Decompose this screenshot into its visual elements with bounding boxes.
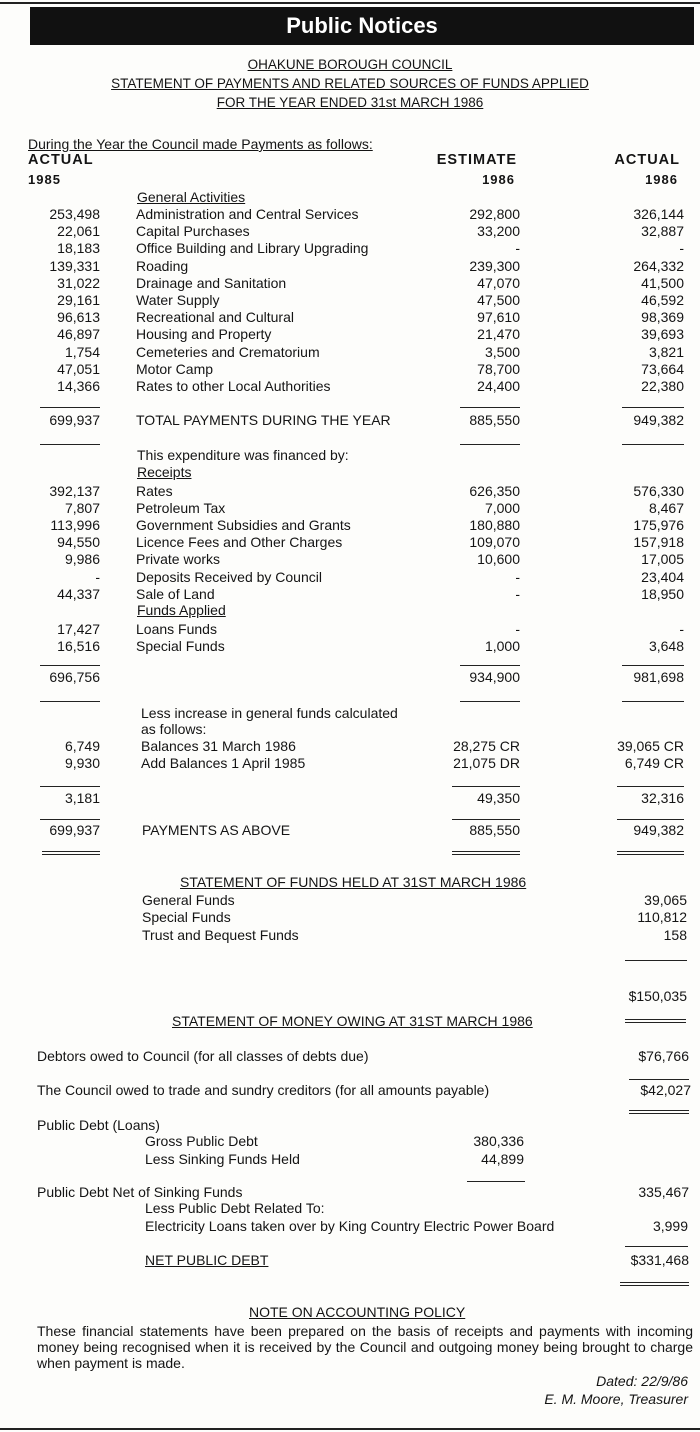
actual-1985-value: 3,181: [64, 790, 100, 806]
estimate-1986-value: -: [515, 568, 520, 585]
rule-line: [617, 854, 684, 855]
financed-by-text: This expenditure was financed by:: [137, 447, 349, 463]
row-label: Petroleum Tax: [136, 500, 226, 517]
row-label: Private works: [136, 551, 221, 568]
rule-line: [40, 665, 100, 666]
statement-title-line: OHAKUNE BOROUGH COUNCIL: [247, 57, 453, 72]
electricity-loans-value: 3,999: [652, 1218, 688, 1234]
funds-held-title: STATEMENT OF FUNDS HELD AT 31ST MARCH 1986: [180, 874, 527, 890]
row-label: PAYMENTS AS ABOVE: [142, 822, 291, 838]
actual-1986-value: 576,330: [633, 483, 684, 499]
row-label: Capital Purchases: [136, 223, 250, 240]
row-label: Government Subsidies and Grants: [136, 517, 351, 534]
less-related-label: Less Public Debt Related To:: [145, 1200, 325, 1216]
estimate-1986-value: 28,275 CR: [453, 738, 520, 754]
actual-1985-value: 22,061: [57, 223, 100, 240]
row-label: Drainage and Sanitation: [136, 274, 287, 291]
actual-1986-value: -: [679, 621, 684, 637]
rule-line: [460, 407, 520, 408]
rule-line: [617, 819, 684, 820]
row-label: Cemeteries and Crematorium: [136, 343, 320, 360]
money-owing-title: STATEMENT OF MONEY OWING AT 31ST MARCH 1986: [172, 1013, 533, 1029]
rule-line: [617, 851, 684, 852]
estimate-1986-value: -: [515, 240, 520, 257]
actual-1986-value: 175,976: [633, 517, 684, 534]
estimate-1986-value: 21,075 DR: [453, 755, 520, 771]
actual-1985-value: 14,366: [57, 378, 100, 394]
actual-1985-value: 6,749: [64, 738, 100, 754]
rule-line: [622, 665, 684, 666]
actual-1986-value: 157,918: [633, 534, 684, 551]
estimate-1986-value: 934,900: [469, 669, 520, 685]
actual-1985-value: 31,022: [57, 274, 100, 291]
rule-line: [40, 819, 100, 820]
estimate-1986-value: -: [515, 585, 520, 602]
actual-1986-value: 981,698: [633, 669, 684, 685]
actual-1986-value: 326,144: [633, 206, 684, 222]
actual-1986-value: 41,500: [641, 274, 684, 291]
actual-1985-value: 17,427: [57, 621, 100, 637]
actual-1986-value: 264,332: [633, 257, 684, 274]
net-sinking-value: 335,467: [638, 1184, 689, 1200]
net-debt-label: NET PUBLIC DEBT: [145, 1252, 269, 1268]
debtors-value: $76,766: [638, 1048, 689, 1064]
estimate-year-heading: 1986: [482, 172, 515, 187]
actual-1986-value: 98,369: [641, 309, 684, 326]
actual-1986-value: 39,065 CR: [617, 738, 684, 754]
estimate-1986-value: 7,000: [484, 500, 520, 517]
receipts-heading: Receipts: [137, 464, 192, 480]
rule-line: [452, 786, 520, 787]
electricity-loans-label: Electricity Loans taken over by King Country Electric Power Board: [145, 1218, 555, 1234]
row-label: Deposits Received by Council: [136, 568, 322, 585]
actual-1986-year-heading: 1986: [645, 172, 678, 187]
actual-1986-value: 32,316: [641, 790, 684, 806]
rule-line: [452, 819, 520, 820]
actual-1986-value: 46,592: [641, 292, 684, 308]
funds-held-total: $150,035: [628, 988, 687, 1004]
funds-held-value: 158: [663, 926, 687, 943]
rule-line: [622, 701, 684, 702]
actual-1985-value: 46,897: [57, 326, 100, 343]
creditors-value: $42,027: [640, 1082, 691, 1098]
row-label: Sale of Land: [136, 585, 215, 602]
estimate-1986-value: 292,800: [469, 206, 520, 222]
row-label: Rates: [136, 483, 173, 499]
top-rule: [0, 2, 700, 4]
actual-1985-value: 9,930: [64, 755, 100, 771]
rule-line: [460, 665, 520, 666]
actual-1985-value: 392,137: [49, 483, 100, 499]
bottom-rule: [0, 1428, 700, 1430]
estimate-1986-value: 24,400: [477, 378, 520, 394]
policy-title: NOTE ON ACCOUNTING POLICY: [249, 1304, 466, 1320]
sinking-funds-label: Less Sinking Funds Held: [145, 1151, 300, 1167]
less-increase-text: Less increase in general funds calculated: [141, 705, 398, 721]
actual-1985-value: 9,986: [64, 551, 100, 568]
treasurer-signature: E. M. Moore, Treasurer: [544, 1391, 688, 1407]
row-label: Roading: [136, 257, 189, 274]
debtors-label: Debtors owed to Council (for all classes of debts due): [37, 1048, 369, 1064]
actual-1986-value: -: [679, 240, 684, 257]
estimate-1986-value: 626,350: [469, 483, 520, 499]
row-label: Rates to other Local Authorities: [136, 378, 331, 394]
row-label: Loans Funds: [136, 621, 217, 637]
estimate-1986-value: 885,550: [469, 822, 520, 838]
row-label: TOTAL PAYMENTS DURING THE YEAR: [136, 412, 391, 428]
rule-line: [622, 444, 684, 445]
general-activities-heading: General Activities: [137, 189, 246, 205]
gross-debt-value: 380,336: [473, 1133, 524, 1149]
actual-1986-value: 6,749 CR: [624, 755, 684, 771]
actual-1985-value: -: [95, 568, 100, 585]
rule-line: [42, 854, 100, 855]
actual-1985-value: 94,550: [57, 534, 100, 551]
actual-1985-heading: ACTUAL: [28, 152, 94, 168]
gross-debt-label: Gross Public Debt: [145, 1133, 258, 1149]
actual-1986-value: 39,693: [641, 326, 684, 343]
actual-1985-value: 1,754: [64, 343, 100, 360]
estimate-1986-value: 1,000: [484, 638, 520, 655]
actual-1986-value: 17,005: [641, 551, 684, 568]
row-label: Recreational and Cultural: [136, 309, 294, 326]
section-banner: Public Notices: [30, 7, 694, 45]
estimate-1986-value: 885,550: [469, 412, 520, 428]
rule-line: [460, 701, 520, 702]
estimate-1986-value: 47,070: [477, 274, 520, 291]
estimate-1986-value: 49,350: [477, 790, 520, 806]
actual-1986-value: 32,887: [641, 223, 684, 240]
actual-1985-value: 7,807: [64, 500, 100, 517]
row-label: Special Funds: [136, 638, 225, 655]
estimate-1986-value: 33,200: [477, 223, 520, 240]
row-label: Motor Camp: [136, 360, 214, 377]
actual-1985-value: 699,937: [49, 412, 100, 428]
estimate-1986-value: 3,500: [484, 343, 520, 360]
estimate-1986-value: 21,470: [477, 326, 520, 343]
rule-line: [42, 851, 100, 852]
statement-title-line: FOR THE YEAR ENDED 31st MARCH 1986: [216, 95, 484, 110]
row-label: Administration and Central Services: [136, 206, 359, 222]
actual-1986-value: 73,664: [641, 360, 684, 377]
actual-1985-value: 44,337: [57, 585, 100, 602]
funds-held-label: General Funds: [142, 892, 235, 908]
net-sinking-label: Public Debt Net of Sinking Funds: [37, 1184, 243, 1200]
estimate-1986-value: 78,700: [477, 360, 520, 377]
rule-line: [452, 854, 520, 855]
row-label: Water Supply: [136, 292, 220, 308]
estimate-1986-value: 47,500: [477, 292, 520, 308]
rule-line: [40, 701, 100, 702]
funds-held-value: 110,812: [637, 909, 687, 926]
actual-1985-value: 18,183: [57, 240, 100, 257]
policy-text: These financial statements have been prepared on the basis of receipts and payments with incoming money being recognised when it is received by the Council and outgoing money being brought to charge when payment is made.: [37, 1323, 693, 1371]
actual-1985-value: 47,051: [57, 360, 100, 377]
actual-1985-value: 696,756: [49, 669, 100, 685]
intro-text: During the Year the Council made Payments as follows:: [28, 136, 373, 152]
actual-1985-value: 113,996: [50, 517, 100, 534]
actual-1986-value: 8,467: [648, 500, 684, 517]
row-label: Add Balances 1 April 1985: [141, 755, 306, 771]
actual-1985-value: 253,498: [49, 206, 100, 222]
actual-1986-value: 949,382: [633, 412, 684, 428]
rule-line: [622, 407, 684, 408]
year-1985-heading: 1985: [28, 172, 61, 187]
actual-1986-value: 3,821: [648, 343, 684, 360]
actual-1985-value: 16,516: [57, 638, 100, 655]
actual-1986-value: 3,648: [648, 638, 684, 655]
estimate-heading: ESTIMATE: [436, 152, 517, 168]
estimate-1986-value: 109,070: [469, 534, 520, 551]
funds-applied-heading: Funds Applied: [137, 602, 226, 618]
estimate-1986-value: -: [515, 621, 520, 637]
row-label: Housing and Property: [136, 326, 272, 343]
statement-title-line: STATEMENT OF PAYMENTS AND RELATED SOURCES OF FUNDS APPLIED: [111, 76, 589, 91]
creditors-label: The Council owed to trade and sundry creditors (for all amounts payable): [37, 1082, 490, 1098]
row-label: Balances 31 March 1986: [141, 738, 296, 754]
row-label: Office Building and Library Upgrading: [136, 240, 369, 257]
rule-line: [452, 851, 520, 852]
funds-held-label: Special Funds: [142, 909, 231, 926]
net-debt-value: $331,468: [630, 1252, 689, 1268]
rule-line: [40, 786, 100, 787]
rule-line: [460, 444, 520, 445]
estimate-1986-value: 239,300: [469, 257, 520, 274]
actual-1985-value: 29,161: [57, 292, 100, 308]
rule-line: [617, 786, 684, 787]
sinking-funds-value: 44,899: [481, 1151, 524, 1167]
actual-1985-value: 96,613: [57, 309, 100, 326]
actual-1985-value: 139,331: [49, 257, 100, 274]
actual-1986-value: 22,380: [641, 378, 684, 394]
actual-1985-value: 699,937: [49, 822, 100, 838]
rule-line: [40, 407, 100, 408]
row-label: Licence Fees and Other Charges: [136, 534, 343, 551]
actual-1986-value: 18,950: [641, 585, 684, 602]
rule-line: [40, 444, 100, 445]
dated-line: Dated: 22/9/86: [596, 1373, 688, 1389]
actual-1986-value: 23,404: [641, 568, 684, 585]
estimate-1986-value: 10,600: [477, 551, 520, 568]
funds-held-value: 39,065: [644, 892, 687, 908]
estimate-1986-value: 97,610: [477, 309, 520, 326]
less-increase-text: as follows:: [141, 721, 207, 737]
actual-1986-heading: ACTUAL: [614, 152, 680, 168]
estimate-1986-value: 180,880: [469, 517, 520, 534]
public-debt-label: Public Debt (Loans): [37, 1117, 160, 1133]
rule-line: [625, 960, 687, 961]
actual-1986-value: 949,382: [633, 822, 684, 838]
funds-held-label: Trust and Bequest Funds: [142, 926, 299, 943]
